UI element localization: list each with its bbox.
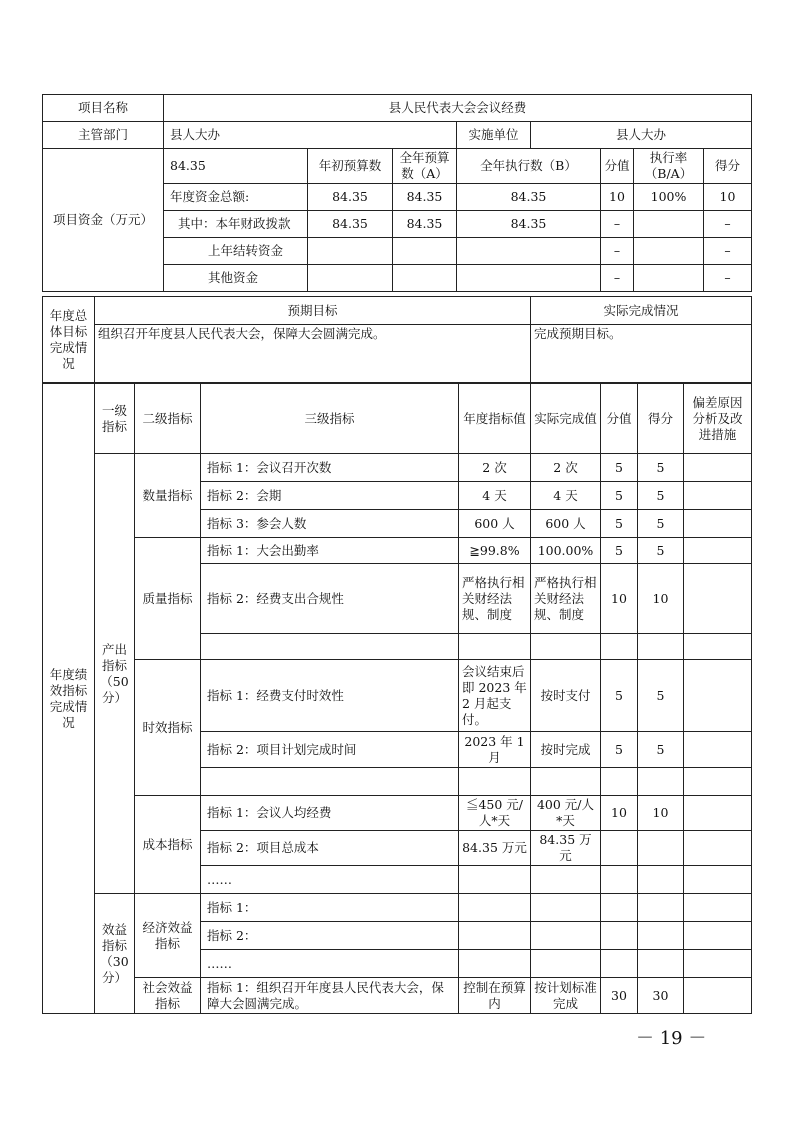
perf-label: 年度绩效指标完成情况	[43, 384, 95, 1014]
indicator-actual	[531, 634, 601, 660]
col-full: 全年预算数（A）	[393, 149, 457, 184]
indicator-score: 10	[638, 564, 684, 634]
indicator-score	[638, 634, 684, 660]
header-weight: 分值	[601, 384, 638, 454]
actual-header: 实际完成情况	[531, 297, 752, 325]
header-level1: 一级指标	[95, 384, 135, 454]
indicator-actual: 400 元/人*天	[531, 796, 601, 831]
header-actual: 实际完成值	[531, 384, 601, 454]
indicator-name: 指标 3：参会人数	[201, 510, 459, 538]
funds-row-score: –	[704, 211, 752, 238]
indicator-target: 2023 年 1 月	[459, 732, 531, 768]
funds-row-label: 其中：本年财政拨款	[164, 211, 308, 238]
indicator-score	[638, 831, 684, 866]
col-weight: 分值	[601, 149, 634, 184]
indicator-deviation	[684, 634, 752, 660]
indicator-deviation	[684, 978, 752, 1014]
indicator-name: 指标 1：组织召开年度县人民代表大会，保障大会圆满完成。	[201, 978, 459, 1014]
indicator-weight: 5	[601, 732, 638, 768]
funds-row-exec	[457, 238, 601, 265]
indicator-deviation	[684, 732, 752, 768]
expected-header: 预期目标	[95, 297, 531, 325]
indicator-target: 控制在预算内	[459, 978, 531, 1014]
funds-table	[42, 94, 752, 292]
funds-row-rate	[634, 238, 704, 265]
indicator-score: 5	[638, 510, 684, 538]
indicator-actual	[531, 866, 601, 894]
indicator-deviation	[684, 950, 752, 978]
indicator-target: ≧99.8%	[459, 538, 531, 564]
indicator-target: 2 次	[459, 454, 531, 482]
project-name-value: 县人民代表大会会议经费	[164, 95, 752, 122]
indicator-name: 指标 1：会议召开次数	[201, 454, 459, 482]
indicator-name: 指标 1：会议人均经费	[201, 796, 459, 831]
indicator-deviation	[684, 831, 752, 866]
funds-row-full	[393, 238, 457, 265]
indicator-score: 5	[638, 660, 684, 732]
funds-row-weight: –	[601, 211, 634, 238]
social-label: 社会效益指标	[135, 978, 201, 1014]
indicator-actual: 2 次	[531, 454, 601, 482]
indicator-name: 指标 1：经费支付时效性	[201, 660, 459, 732]
funds-label: 项目资金（万元）	[43, 149, 164, 292]
indicator-weight	[601, 866, 638, 894]
dept-value: 县人大办	[164, 122, 457, 149]
indicator-weight	[601, 950, 638, 978]
dept-label: 主管部门	[43, 122, 164, 149]
indicator-weight: 5	[601, 660, 638, 732]
col-exec: 全年执行数（B）	[457, 149, 601, 184]
indicator-score	[638, 922, 684, 950]
project-name-label: 项目名称	[43, 95, 164, 122]
indicator-score	[638, 866, 684, 894]
funds-row-score: 10	[704, 184, 752, 211]
indicator-actual	[531, 950, 601, 978]
indicator-deviation	[684, 510, 752, 538]
funds-row-exec: 84.35	[457, 211, 601, 238]
indicator-name: ……	[201, 866, 459, 894]
header-target: 年度指标值	[459, 384, 531, 454]
header-level3: 三级指标	[201, 384, 459, 454]
col-rate: 执行率（B/A）	[634, 149, 704, 184]
quality-label: 质量指标	[135, 538, 201, 660]
economic-label: 经济效益指标	[135, 894, 201, 978]
indicator-score: 5	[638, 482, 684, 510]
funds-row-score: –	[704, 265, 752, 292]
indicator-score	[638, 768, 684, 796]
funds-row-weight: –	[601, 265, 634, 292]
impl-label: 实施单位	[457, 122, 531, 149]
impl-value: 县人大办	[531, 122, 752, 149]
indicator-target	[459, 950, 531, 978]
indicator-weight: 5	[601, 482, 638, 510]
funds-row-full: 84.35	[393, 184, 457, 211]
indicator-weight	[601, 634, 638, 660]
indicator-actual	[531, 768, 601, 796]
indicator-name: 指标 2：经费支出合规性	[201, 564, 459, 634]
funds-row-full: 84.35	[393, 211, 457, 238]
indicator-weight	[601, 922, 638, 950]
indicator-weight	[601, 831, 638, 866]
funds-row-full	[393, 265, 457, 292]
indicator-score: 30	[638, 978, 684, 1014]
page-number: － 19 －	[636, 1028, 707, 1049]
indicator-actual: 按时支付	[531, 660, 601, 732]
funds-row-weight: –	[601, 238, 634, 265]
indicator-target: 严格执行相关财经法规、制度	[459, 564, 531, 634]
indicator-weight	[601, 768, 638, 796]
funds-row-rate	[634, 211, 704, 238]
indicator-target	[459, 866, 531, 894]
indicator-score: 5	[638, 732, 684, 768]
header-level2: 二级指标	[135, 384, 201, 454]
funds-row-initial	[308, 265, 393, 292]
funds-row-label: 年度资金总额:	[164, 184, 308, 211]
indicator-actual: 按计划标准完成	[531, 978, 601, 1014]
indicator-deviation	[684, 564, 752, 634]
indicator-actual: 按时完成	[531, 732, 601, 768]
funds-row-rate: 100%	[634, 184, 704, 211]
indicator-name: 指标 2：项目总成本	[201, 831, 459, 866]
indicator-score: 5	[638, 454, 684, 482]
funds-row-label: 上年结转资金	[164, 238, 308, 265]
indicator-weight	[601, 894, 638, 922]
indicator-weight: 10	[601, 564, 638, 634]
funds-row-score: –	[704, 238, 752, 265]
indicator-deviation	[684, 866, 752, 894]
funds-row-initial: 84.35	[308, 184, 393, 211]
indicator-deviation	[684, 796, 752, 831]
indicator-target: 600 人	[459, 510, 531, 538]
funds-row-exec	[457, 265, 601, 292]
indicator-target: 4 天	[459, 482, 531, 510]
cost-label: 成本指标	[135, 796, 201, 894]
benefit-label: 效益指标（30分）	[95, 894, 135, 1014]
indicator-weight: 5	[601, 454, 638, 482]
indicator-target: 84.35 万元	[459, 831, 531, 866]
funds-row-label: 其他资金	[164, 265, 308, 292]
goals-label: 年度总体目标完成情况	[43, 297, 95, 383]
funds-row-initial: 84.35	[308, 211, 393, 238]
col-initial: 年初预算数	[308, 149, 393, 184]
indicator-actual: 84.35 万元	[531, 831, 601, 866]
actual-result: 完成预期目标。	[531, 325, 752, 383]
indicator-name: 指标 1：	[201, 894, 459, 922]
col-score: 得分	[704, 149, 752, 184]
indicator-target	[459, 894, 531, 922]
funds-top-value: 84.35	[164, 149, 308, 184]
indicator-weight: 5	[601, 538, 638, 564]
funds-row-exec: 84.35	[457, 184, 601, 211]
indicator-actual: 4 天	[531, 482, 601, 510]
indicator-deviation	[684, 454, 752, 482]
indicator-actual: 严格执行相关财经法规、制度	[531, 564, 601, 634]
indicator-score	[638, 894, 684, 922]
indicator-name: ……	[201, 950, 459, 978]
indicator-deviation	[684, 482, 752, 510]
indicator-deviation	[684, 922, 752, 950]
quantity-label: 数量指标	[135, 454, 201, 538]
header-deviation: 偏差原因分析及改进措施	[684, 384, 752, 454]
indicator-name: 指标 1：大会出勤率	[201, 538, 459, 564]
indicator-score: 5	[638, 538, 684, 564]
indicator-target	[459, 922, 531, 950]
indicator-weight: 10	[601, 796, 638, 831]
indicator-name: 指标 2：	[201, 922, 459, 950]
indicator-name: 指标 2：会期	[201, 482, 459, 510]
indicator-actual: 100.00%	[531, 538, 601, 564]
indicator-actual	[531, 922, 601, 950]
expected-goal: 组织召开年度县人民代表大会，保障大会圆满完成。	[95, 325, 531, 383]
indicator-deviation	[684, 538, 752, 564]
output-label: 产出指标（50分）	[95, 454, 135, 894]
indicator-target	[459, 768, 531, 796]
funds-row-weight: 10	[601, 184, 634, 211]
funds-row-initial	[308, 238, 393, 265]
indicator-target	[459, 634, 531, 660]
indicator-weight: 30	[601, 978, 638, 1014]
indicator-actual: 600 人	[531, 510, 601, 538]
indicator-weight: 5	[601, 510, 638, 538]
performance-table	[42, 383, 752, 1014]
indicator-name	[201, 634, 459, 660]
goals-table	[42, 296, 752, 383]
indicator-name: 指标 2：项目计划完成时间	[201, 732, 459, 768]
timeliness-label: 时效指标	[135, 660, 201, 796]
indicator-score	[638, 950, 684, 978]
header-score: 得分	[638, 384, 684, 454]
indicator-deviation	[684, 894, 752, 922]
funds-row-rate	[634, 265, 704, 292]
indicator-target: ≦450 元/人*天	[459, 796, 531, 831]
indicator-score: 10	[638, 796, 684, 831]
indicator-deviation	[684, 660, 752, 732]
indicator-target: 会议结束后即 2023 年 2 月起支付。	[459, 660, 531, 732]
indicator-name	[201, 768, 459, 796]
indicator-deviation	[684, 768, 752, 796]
indicator-actual	[531, 894, 601, 922]
